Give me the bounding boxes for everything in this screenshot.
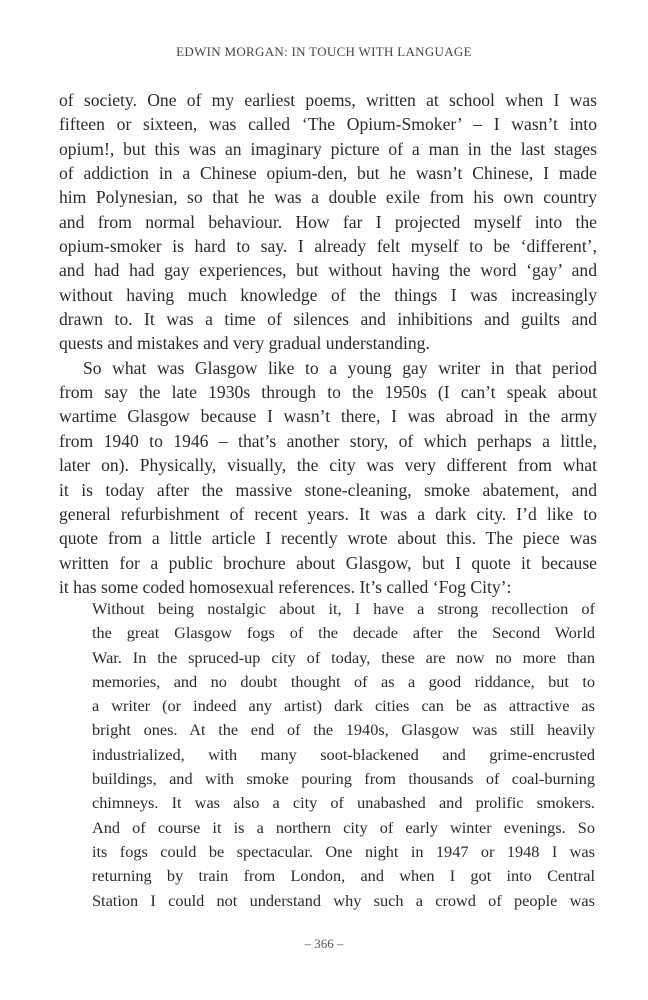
quote-line: a writer (or indeed any artist) dark cities can be as attractive as (92, 696, 595, 716)
text-line: and from normal behaviour. How far I projected myself into the (59, 211, 597, 232)
text-line: from say the late 1930s through to the 1950s (I can’t speak about (59, 382, 597, 403)
block-quote (92, 597, 595, 913)
quote-line: chimneys. It was also a city of unabashed and prolific smokers. (92, 793, 595, 813)
text-line: later on). Physically, visually, the city was very different from what (59, 455, 597, 476)
text-line: of society. One of my earliest poems, written at school when I was (59, 90, 597, 110)
text-line: of addiction in a Chinese opium-den, but he wasn’t Chinese, I made (59, 163, 597, 184)
quote-line: And of course it is a northern city of early winter evenings. So (92, 817, 595, 837)
quote-line: Station I could not understand why such a crowd of people was (92, 890, 595, 910)
text-line: wartime Glasgow because I wasn’t there, I was abroad in the army (59, 406, 597, 427)
text-line: him Polynesian, so that he was a double exile from his own country (59, 187, 597, 208)
paragraph-2 (59, 356, 597, 599)
quote-line: returning by train from London, and when I got into Central (92, 866, 595, 886)
text-line: fifteen or sixteen, was called ‘The Opium-Smoker’ – I wasn’t into (59, 114, 597, 135)
text-line: written for a public brochure about Glasgow, but I quote it because (59, 552, 597, 573)
text-line: So what was Glasgow like to a young gay writer in that period (83, 357, 597, 378)
quote-line: bright ones. At the end of the 1940s, Glasgow was still heavily (92, 720, 595, 740)
quote-line: Without being nostalgic about it, I have a strong recollection of (92, 599, 595, 618)
text-line: opium!, but this was an imaginary picture of a man in the last stages (59, 138, 597, 159)
text-line: it has some coded homosexual references. It’s called ‘Fog City’: (59, 576, 512, 597)
text-line: and had had gay experiences, but without having the word ‘gay’ and (59, 260, 597, 281)
text-line: quote from a little article I recently wrote about this. The piece was (59, 528, 597, 549)
text-line: drawn to. It was a time of silences and inhibitions and guilts and (59, 309, 597, 330)
quote-line: War. In the spruced-up city of today, these are now no more than (92, 647, 595, 667)
text-line: opium-smoker is hard to say. I already felt myself to be ‘different’, (59, 236, 597, 257)
quote-line: the great Glasgow fogs of the decade after the Second World (92, 623, 595, 643)
quote-line: buildings, and with smoke pouring from thousands of coal-burning (92, 769, 595, 789)
page-number: – 366 – (304, 936, 344, 951)
quote-line: its fogs could be spectacular. One night in 1947 or 1948 I was (92, 841, 595, 861)
text-line: it is today after the massive stone-cleaning, smoke abatement, and (59, 479, 597, 500)
text-line: without having much knowledge of the things I was increasingly (59, 284, 597, 305)
text-line: quests and mistakes and very gradual understanding. (59, 333, 430, 354)
quote-line: industrialized, with many soot-blackened and grime-encrusted (92, 744, 595, 764)
quote-line: memories, and no doubt thought of as a good riddance, but to (92, 671, 595, 691)
text-line: general refurbishment of recent years. It was a dark city. I’d like to (59, 503, 597, 524)
text-line: from 1940 to 1946 – that’s another story, of which perhaps a little, (59, 430, 597, 451)
paragraph-1 (59, 88, 597, 356)
running-head: EDWIN MORGAN: IN TOUCH WITH LANGUAGE (176, 44, 472, 59)
body-text (59, 88, 597, 599)
